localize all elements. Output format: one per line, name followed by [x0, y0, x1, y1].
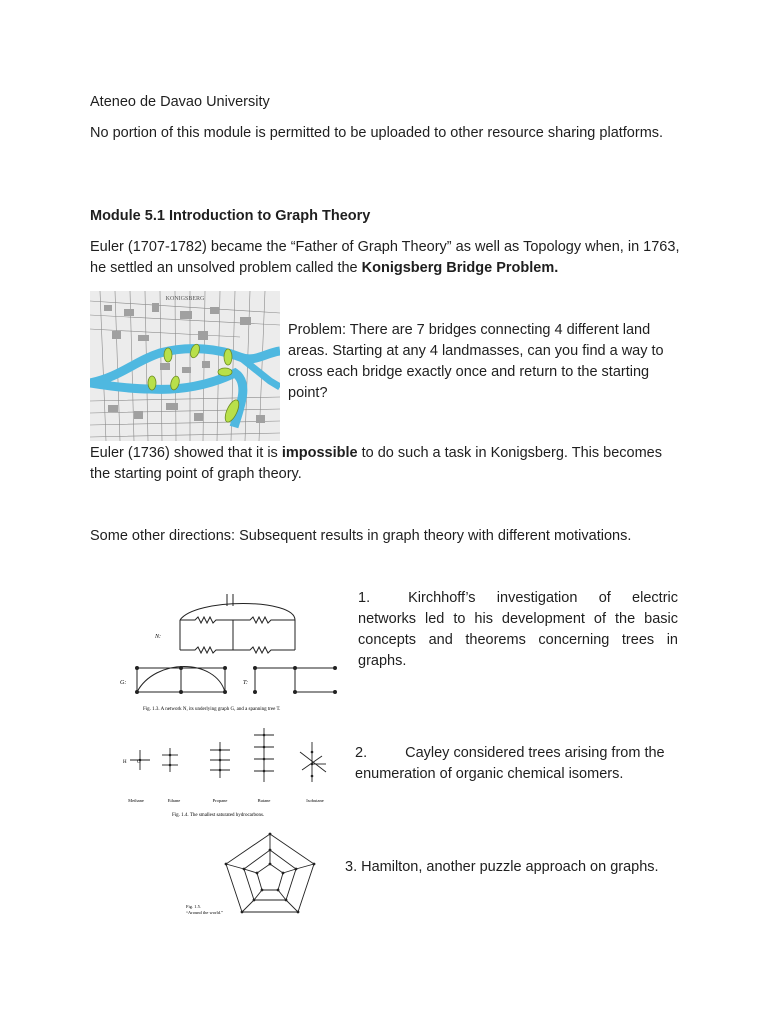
- list-item-number: 2.: [355, 745, 368, 761]
- list-item-kirchhoff: [358, 588, 678, 672]
- network-label-t: T:: [243, 680, 249, 686]
- atom-c-label: C: [137, 760, 141, 765]
- atom-h-label: H: [123, 760, 127, 765]
- intro-text: Euler (1707-1782) became the “Father of Graph Theory” as well as Topology when, in 1763, he settled an unsolved problem called the: [90, 239, 680, 276]
- euler-result-paragraph: [90, 443, 680, 485]
- isomer-name: Isobutane: [306, 798, 324, 803]
- impossible-term: impossible: [281, 445, 358, 461]
- dodecahedron-figure: [180, 828, 335, 920]
- result-text-after: to do such a task in Konigsberg. This becomes the starting point of graph theory.: [90, 445, 662, 482]
- hamilton-caption-line2: “Around the world.”: [186, 910, 224, 915]
- list-item-cayley: [355, 743, 678, 785]
- konigsberg-map-image: [90, 291, 280, 441]
- institution-name: Ateneo de Davao University: [90, 94, 270, 110]
- isomer-name: Propane: [212, 798, 228, 803]
- module-title: Module 5.1 Introduction to Graph Theory: [90, 208, 371, 224]
- list-item-hamilton: [345, 857, 678, 878]
- network-caption: Fig. 1.3. A network N, its underlying graph G, and a spanning tree T.: [143, 707, 281, 712]
- isomers-caption: Fig. 1.4. The smallest saturated hydrocarbons.: [172, 813, 265, 818]
- network-label-g: G:: [120, 680, 127, 686]
- list-item-number: 3.: [345, 859, 358, 875]
- list-item-text: Cayley considered trees arising from the enumeration of organic chemical isomers.: [355, 745, 665, 782]
- network-label-n: N:: [155, 634, 161, 640]
- result-text-before: Euler (1736) showed that it is: [90, 445, 282, 461]
- upload-notice: No portion of this module is permitted to be uploaded to other resource sharing platforms.: [90, 125, 664, 141]
- isomer-name: Butane: [257, 798, 271, 803]
- network-figure: [115, 580, 345, 715]
- isomer-name: Methane: [128, 798, 144, 803]
- problem-statement: Problem: There are 7 bridges connecting 4 different land areas. Starting at any 4 landmasses, can you find a way to cross each bridge exactly once and return to the starting point?: [288, 322, 664, 401]
- hamilton-caption-line1: Fig. 1.5.: [186, 904, 202, 909]
- list-item-text: Hamilton, another puzzle approach on graphs.: [361, 859, 659, 875]
- hydrocarbons-figure: [112, 720, 342, 820]
- list-item-number: 1.: [358, 590, 371, 606]
- intro-paragraph: [90, 237, 680, 279]
- list-item-text: Kirchhoff’s investigation of electric networks led to his development of the basic concepts and theorems concerning trees in graphs.: [358, 590, 678, 669]
- konigsberg-problem-term: Konigsberg Bridge Problem.: [361, 260, 559, 276]
- isomer-name: Ethane: [167, 798, 181, 803]
- map-title-label: KONIGSBERG: [165, 296, 205, 302]
- other-directions: Some other directions: Subsequent results in graph theory with different motivations.: [90, 528, 632, 544]
